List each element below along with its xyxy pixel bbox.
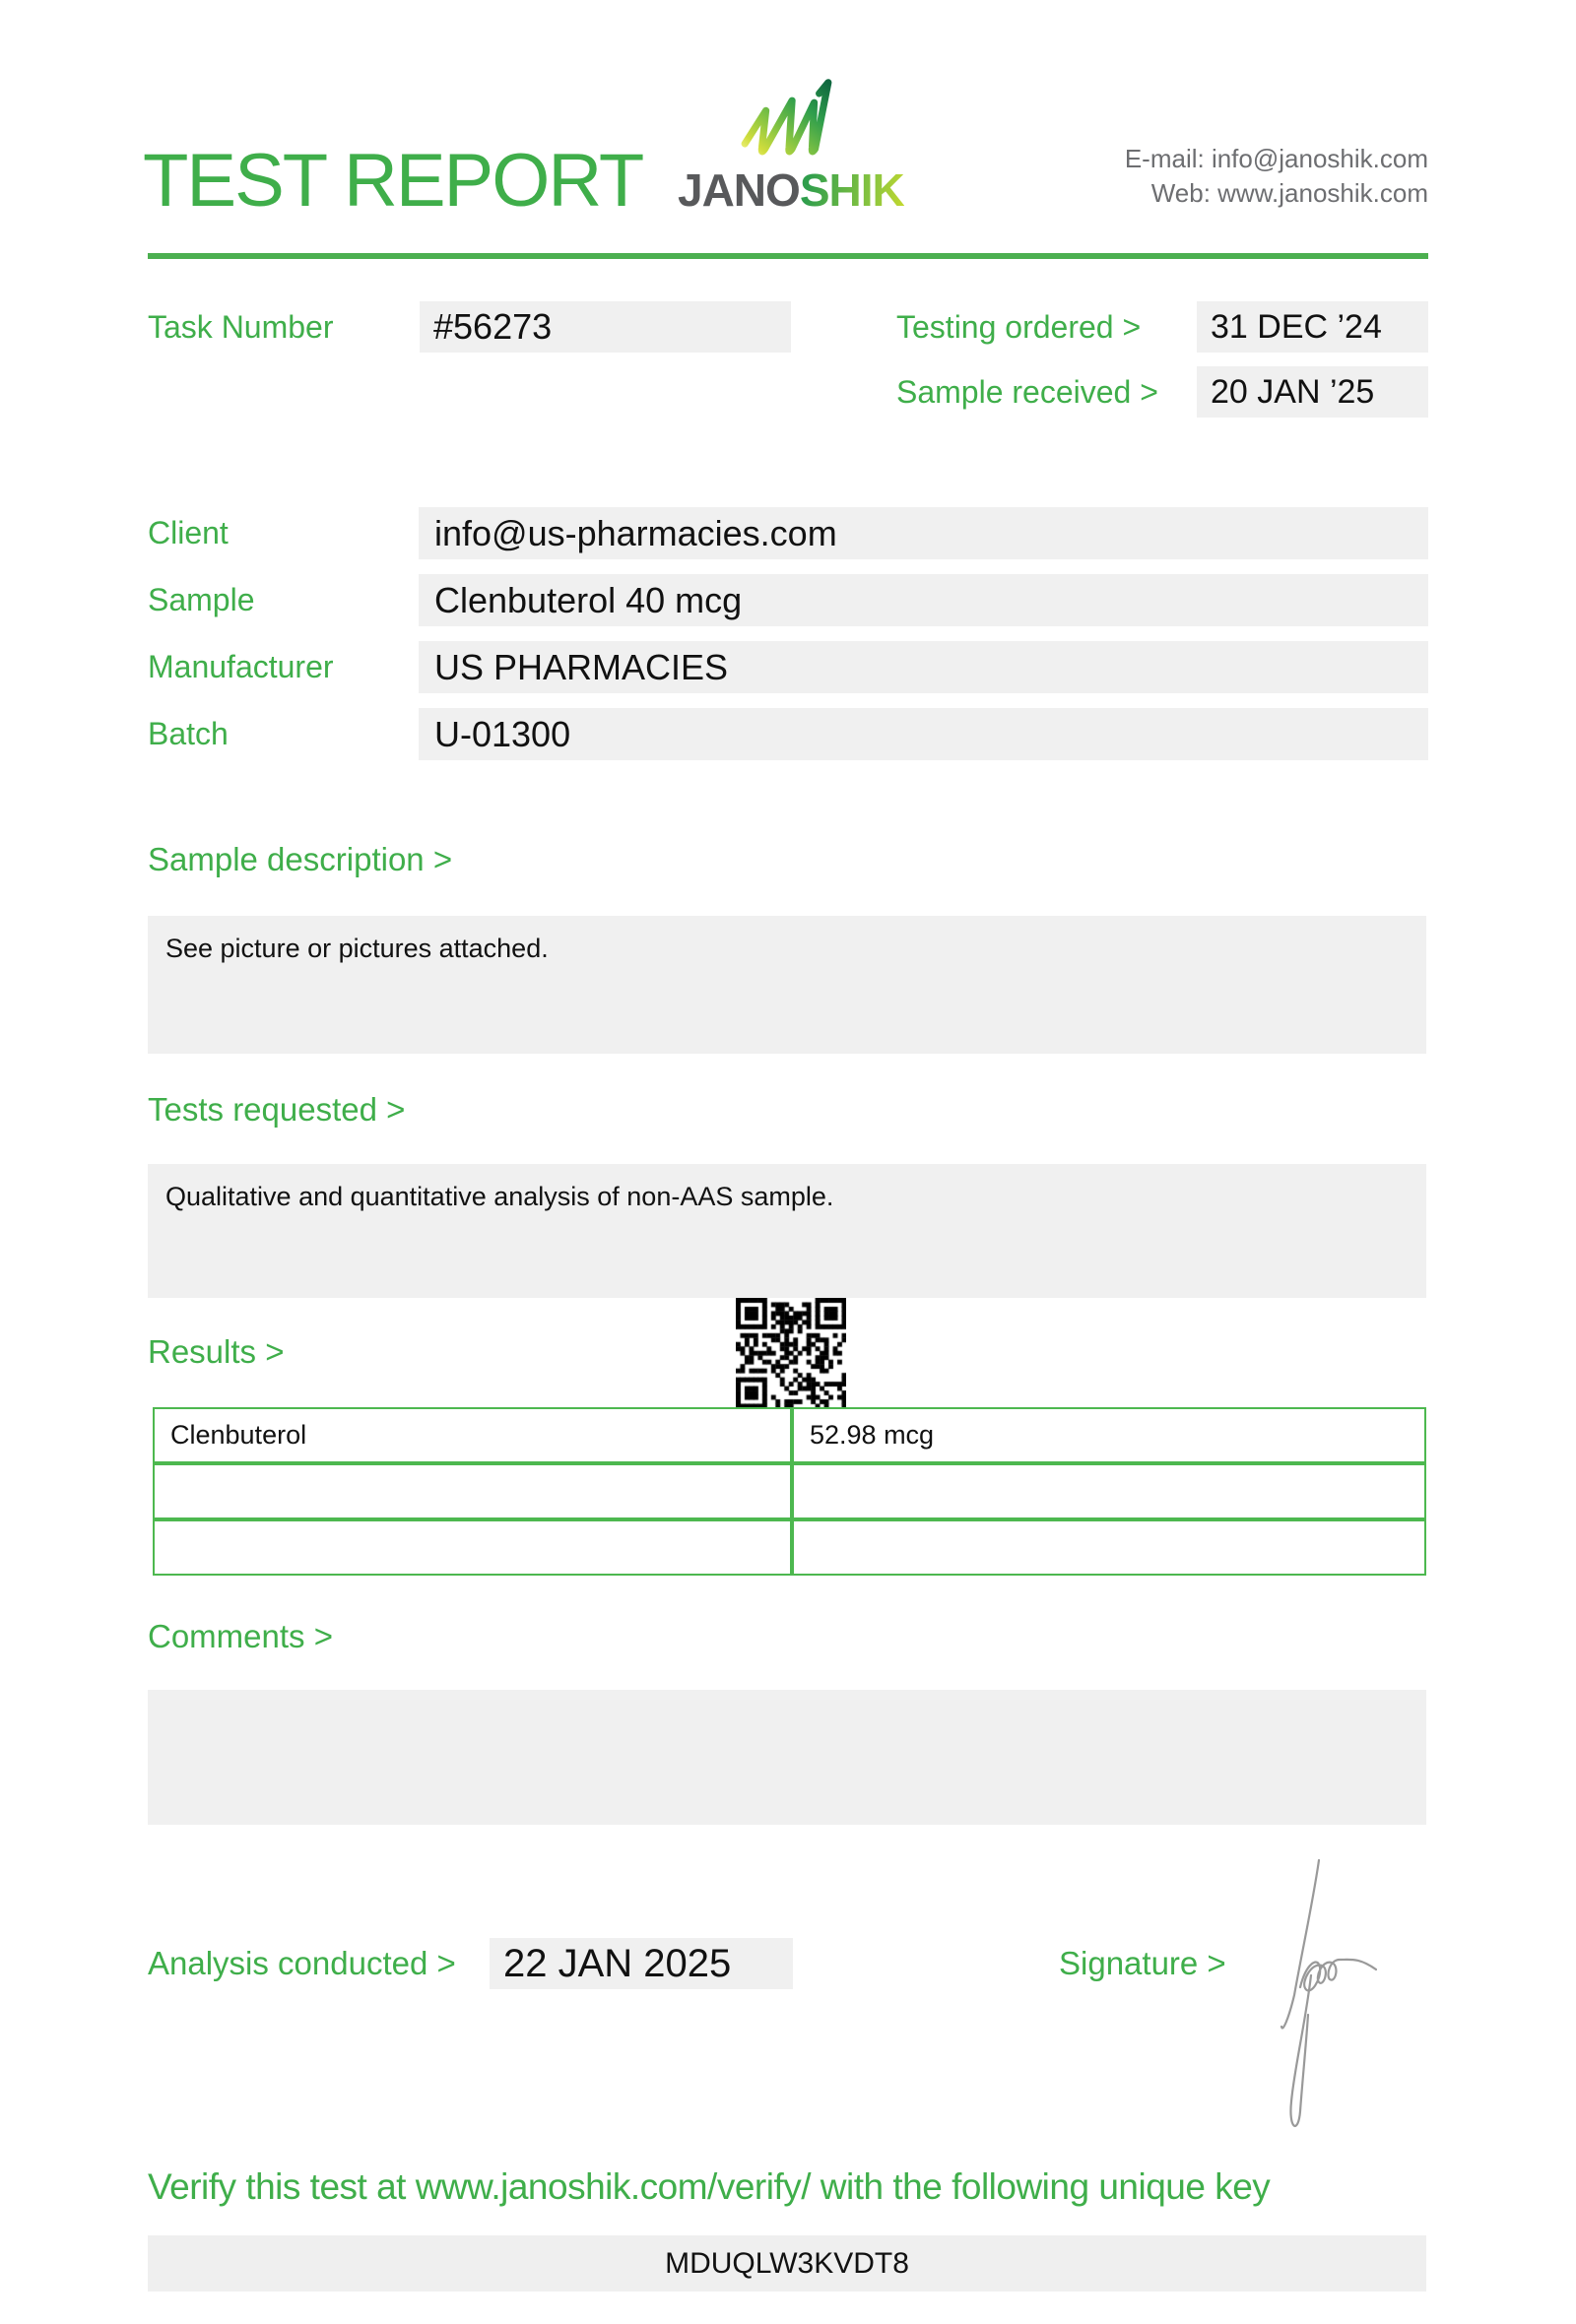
- result-empty-cell: [792, 1519, 1426, 1576]
- sample-label: Sample: [148, 582, 255, 617]
- qr-code: [736, 1298, 846, 1408]
- result-empty-cell: [153, 1519, 792, 1576]
- logo-chart-icon: [737, 75, 837, 161]
- sample-received-field: [1197, 366, 1428, 418]
- testing-ordered-label: Testing ordered >: [896, 309, 1142, 345]
- result-empty-cell: [792, 1463, 1426, 1519]
- batch-value: U-01300: [434, 714, 571, 754]
- signature-scribble: [1279, 1857, 1377, 2128]
- result-analyte-cell: Clenbuterol: [153, 1407, 792, 1463]
- analysis-date-value: 22 JAN 2025: [503, 1942, 732, 1985]
- contact-block: [1125, 142, 1428, 211]
- signature-label: Signature >: [1059, 1945, 1226, 1981]
- tests-requested-text: Qualitative and quantitative analysis of non-AAS sample.: [165, 1182, 834, 1211]
- manufacturer-value: US PHARMACIES: [434, 647, 729, 687]
- task-number-field: [420, 301, 791, 353]
- manufacturer-label: Manufacturer: [148, 649, 334, 684]
- contact-web: Web: www.janoshik.com: [1150, 178, 1428, 208]
- client-field: [419, 507, 1428, 559]
- batch-label: Batch: [148, 716, 229, 751]
- analysis-date-field: [490, 1938, 793, 1989]
- tests-requested-label: Tests requested >: [148, 1091, 406, 1128]
- comments-box: [148, 1690, 1426, 1825]
- manufacturer-field: [419, 641, 1428, 693]
- sample-description-label: Sample description >: [148, 841, 453, 877]
- header-divider: [148, 253, 1428, 259]
- comments-label: Comments >: [148, 1618, 333, 1654]
- logo-word-primary: JANO: [678, 164, 800, 216]
- analysis-conducted-label: Analysis conducted >: [148, 1945, 456, 1981]
- testing-ordered-value: 31 DEC ’24: [1211, 308, 1382, 346]
- verify-key-value: MDUQLW3KVDT8: [665, 2247, 909, 2280]
- client-value: info@us-pharmacies.com: [434, 513, 837, 553]
- testing-ordered-field: [1197, 301, 1428, 353]
- tests-requested-box: [148, 1164, 1426, 1298]
- batch-field: [419, 708, 1428, 760]
- logo-word-secondary: SHIK: [799, 164, 904, 216]
- sample-received-value: 20 JAN ’25: [1211, 373, 1375, 411]
- task-number-label: Task Number: [148, 309, 334, 345]
- sample-received-label: Sample received >: [896, 374, 1158, 410]
- task-number-value: #56273: [433, 306, 553, 347]
- verify-key-field: [148, 2235, 1426, 2292]
- sample-value: Clenbuterol 40 mcg: [434, 580, 743, 620]
- verify-instruction: Verify this test at www.janoshik.com/verify/ with the following unique key: [148, 2166, 1271, 2207]
- results-table: [153, 1407, 1426, 1576]
- sample-description-box: [148, 916, 1426, 1054]
- result-amount-cell: 52.98 mcg: [792, 1407, 1426, 1463]
- result-empty-cell: [153, 1463, 792, 1519]
- page-title: TEST REPORT: [143, 139, 643, 223]
- sample-field: [419, 574, 1428, 626]
- client-label: Client: [148, 515, 229, 550]
- sample-description-text: See picture or pictures attached.: [165, 934, 549, 963]
- logo-wordmark: [678, 163, 902, 217]
- contact-email: E-mail: info@janoshik.com: [1124, 144, 1428, 173]
- results-label: Results >: [148, 1333, 285, 1370]
